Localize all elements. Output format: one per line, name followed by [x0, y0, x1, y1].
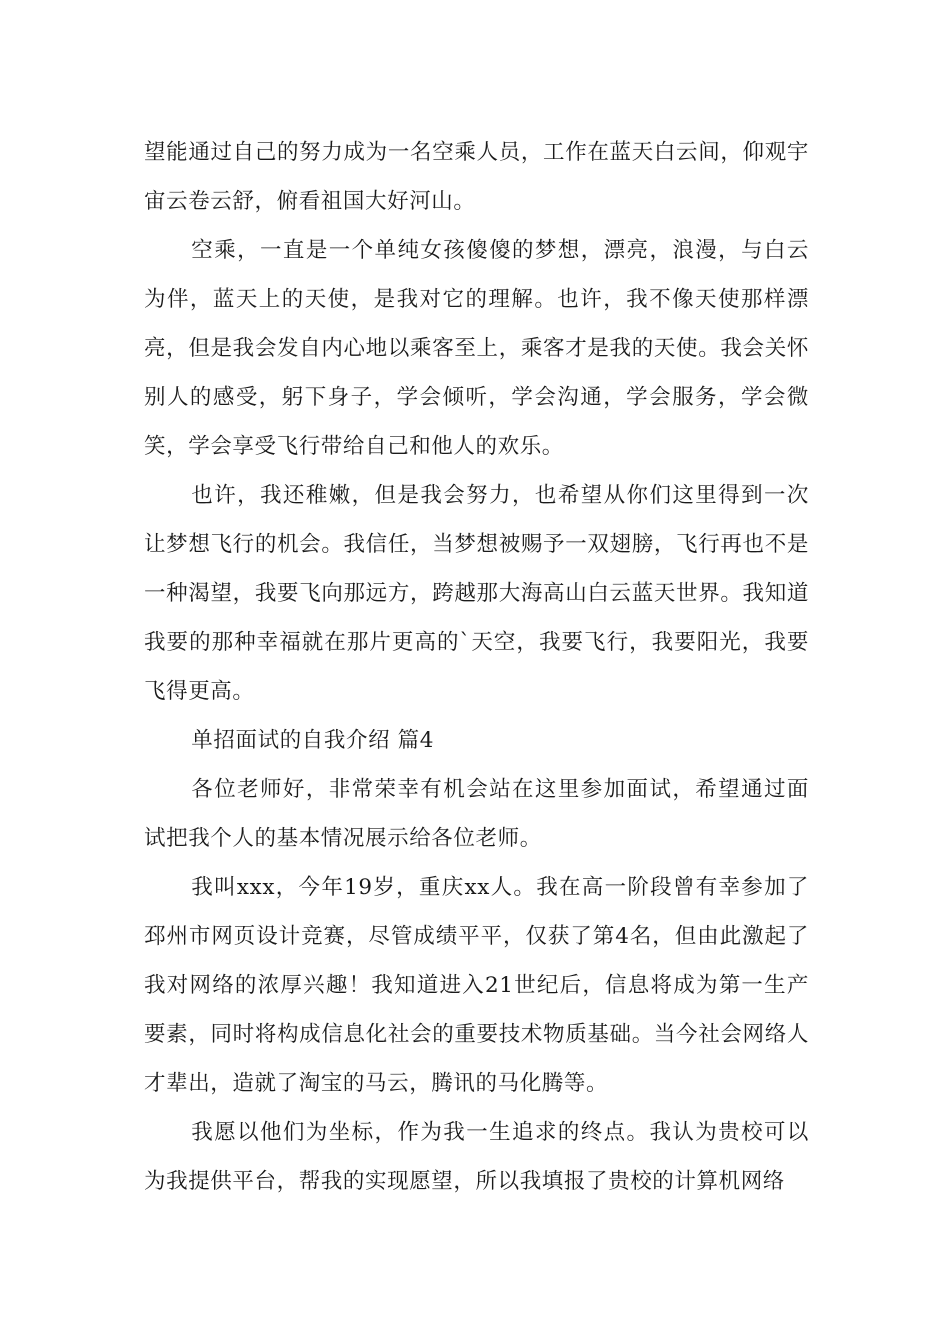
paragraph-personal-background: 我叫xxx，今年19岁，重庆xx人。我在高一阶段曾有幸参加了邳州市网页设计竞赛，尽管成绩平平，仅获了第4名，但由此激起了我对网络的浓厚兴趣！我知道进入21世纪后，信息将成为第一生产要素，同时将构成信息化社会的重要技术物质基础。当今社会网络人才辈出，造就了淘宝的马云，腾讯的马化腾等。: [144, 875, 809, 1096]
paragraph-flight-attendant-dream: 空乘，一直是一个单纯女孩傻傻的梦想，漂亮，浪漫，与白云为伴，蓝天上的天使，是我对它的理解。也许，我不像天使那样漂亮，但是我会发自内心地以乘客至上，乘客才是我的天使。我会关怀别人的感受，躬下身子，学会倾听，学会沟通，学会服务，学会微笑，学会享受飞行带给自己和他人的欢乐。: [144, 238, 809, 459]
section-heading: 单招面试的自我介绍 篇4: [191, 728, 435, 753]
document-body: [144, 128, 809, 1206]
paragraph-wings-of-dream: 也许，我还稚嫩，但是我会努力，也希望从你们这里得到一次让梦想飞行的机会。我信任，当梦想被赐予一双翅膀，飞行再也不是一种渴望，我要飞向那远方，跨越那大海高山白云蓝天世界。我知道我要的那种幸福就在那片更高的`天空，我要飞行，我要阳光，我要飞得更高。: [144, 483, 809, 704]
paragraph-goal: 我愿以他们为坐标，作为我一生追求的终点。我认为贵校可以为我提供平台，帮我的实现愿望，所以我填报了贵校的计算机网络: [144, 1120, 809, 1194]
paragraph-greeting: 各位老师好，非常荣幸有机会站在这里参加面试，希望通过面试把我个人的基本情况展示给各位老师。: [144, 777, 809, 851]
paragraph-continuation: 望能通过自己的努力成为一名空乘人员，工作在蓝天白云间，仰观宇宙云卷云舒，俯看祖国大好河山。: [144, 140, 809, 214]
